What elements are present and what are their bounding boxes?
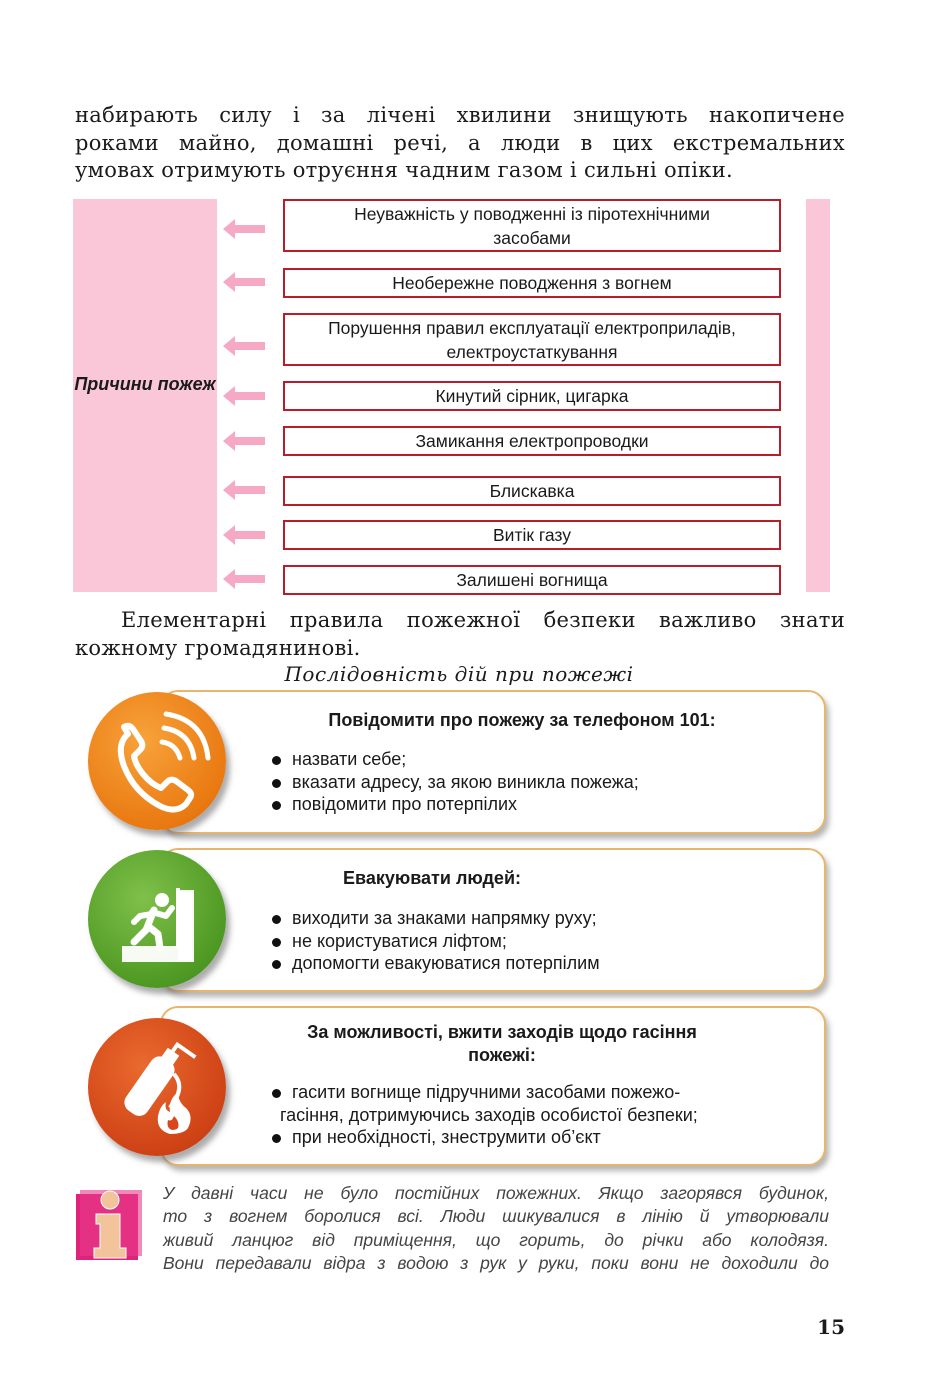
- cause-box: [283, 268, 781, 298]
- arrow-left-icon: [223, 271, 265, 293]
- emergency-exit-icon: [88, 850, 226, 988]
- cause-text: Необережне поводження з вогнем: [392, 273, 672, 293]
- card-title: За можливості, вжити заходів щодо гасіння пожежі:: [307, 1022, 697, 1065]
- list-item: повідомити про потерпілих: [270, 793, 639, 816]
- arrow-left-icon: [223, 479, 265, 501]
- phone-icon: [88, 692, 226, 830]
- list-item: не користуватися ліфтом;: [270, 930, 600, 953]
- cause-text: Витік газу: [493, 525, 571, 545]
- text-line: живий ланцюг від приміщення, що горить, до річки або колодязя.: [163, 1229, 829, 1250]
- intro-paragraph: [75, 102, 845, 185]
- arrow-left-icon: [223, 218, 265, 240]
- card-title: Повідомити про пожежу за телефоном 101:: [328, 710, 716, 730]
- list-item: вказати адресу, за якою виникла пожежа;: [270, 771, 639, 794]
- rules-paragraph: [75, 607, 845, 662]
- text-line: кожному громадянинові.: [75, 635, 361, 660]
- list-item: назвати себе;: [270, 748, 639, 771]
- list-item-text: гасити вогнище підручними засобами пожежо-: [292, 1082, 681, 1102]
- text-line: Елементарні правила пожежної безпеки важливо знати: [121, 608, 845, 632]
- list-item-text: гасіння, дотримуючись заходів особистої безпеки;: [280, 1104, 698, 1125]
- cause-text: Залишені вогнища: [456, 570, 608, 590]
- card-title: Евакуювати людей:: [342, 868, 522, 888]
- list-item: при необхідності, знеструмити об’єкт: [270, 1126, 698, 1149]
- causes-label: Причини пожеж: [74, 374, 216, 394]
- text-line: набирають силу і за лічені хвилини знищують накопичене: [75, 103, 845, 127]
- text-line: умовах отримують отруєння чадним газом і сильні опіки.: [75, 158, 733, 182]
- action-card-extinguish: [160, 1006, 826, 1166]
- cause-box: [283, 426, 781, 456]
- arrow-left-icon: [223, 524, 265, 546]
- card-list: [270, 748, 639, 816]
- card-list: [270, 1081, 698, 1149]
- text-line: Вони передавали відра з водою з рук у руки, поки вони не доходили до: [163, 1252, 829, 1273]
- cause-text: Блискавка: [489, 481, 575, 501]
- arrow-left-icon: [223, 385, 265, 407]
- info-icon: [76, 1186, 142, 1262]
- cause-box: [283, 313, 781, 366]
- cause-text: Кинутий сірник, цигарка: [435, 386, 629, 406]
- sequence-title: Послідовність дій при пожежі: [284, 662, 634, 686]
- text-line: роками майно, домашні речі, а люди в цих екстремальних: [75, 130, 845, 155]
- arrow-left-icon: [223, 430, 265, 452]
- arrow-left-icon: [223, 335, 265, 357]
- action-card-evacuate: [160, 848, 826, 992]
- list-item: [270, 1081, 698, 1126]
- cause-text: Порушення правил експлуатації електроприладів, електроустаткування: [328, 317, 736, 362]
- list-item: виходити за знаками напрямку руху;: [270, 907, 600, 930]
- text-line: то з вогнем боролися всі. Люди шикувалися в лінію й утворювали: [163, 1206, 829, 1227]
- fire-extinguisher-icon: [88, 1018, 226, 1156]
- info-paragraph: [163, 1182, 829, 1275]
- cause-text: Неуважність у поводженні із піротехнічними засобами: [354, 203, 710, 248]
- list-item: допомогти евакуюватися потерпілим: [270, 952, 600, 975]
- causes-right-panel: [806, 199, 830, 592]
- action-card-call: [160, 690, 826, 834]
- cause-box: [283, 381, 781, 411]
- page-number: 15: [817, 1315, 845, 1339]
- card-list: [270, 907, 600, 975]
- cause-box: [283, 199, 781, 252]
- cause-text: Замикання електропроводки: [415, 431, 649, 451]
- cause-box: [283, 520, 781, 550]
- arrow-left-icon: [223, 568, 265, 590]
- cause-box: [283, 476, 781, 506]
- cause-box: [283, 565, 781, 595]
- text-line: У давні часи не було постійних пожежних. Якщо загорявся будинок,: [163, 1183, 829, 1203]
